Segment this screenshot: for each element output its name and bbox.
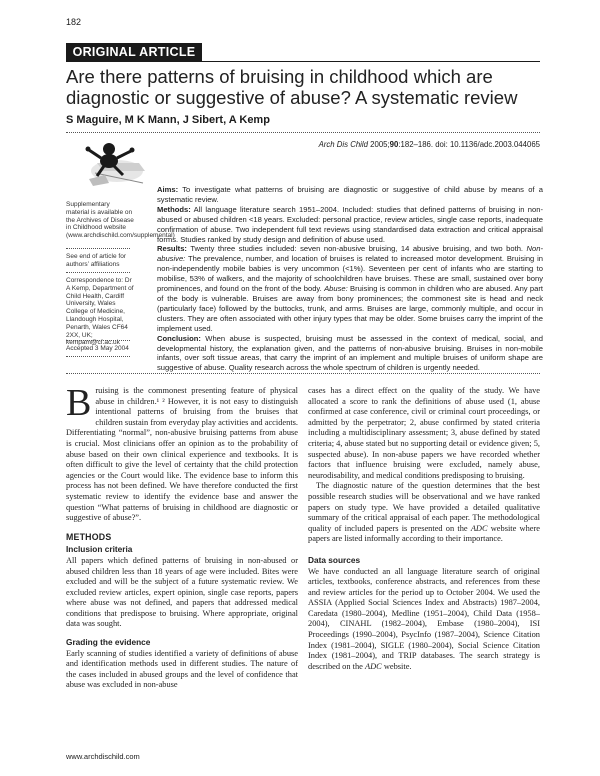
abstract <box>157 185 543 373</box>
intro-paragraph: Bruising is the commonest presenting feature of physical abuse in children.¹ ² However, it is not easy to distinguish intentional patterns of bruising from the bruises that children sustain from everyday play activities and accidents. Differentiating “normal”, non-abusive bruising patterns from abuse is crucial. Most clinicians offer an opinion as to the probability of abuse based on their own clinical experience and textbooks. It is often difficult to give the level of certainty that the child protection agencies or the Court would like. The evidence base to inform this process has not been defined. We have therefore conducted the first systematic review to identify the evidence base and answer the question “What patterns of bruising in childhood are diagnostic or suggestive of abuse?”. <box>66 382 298 523</box>
body-column-left <box>66 382 298 691</box>
abstract-conclusion: Conclusion: When abuse is suspected, bruising must be assessed in the context of medical, social, and developmental history, the explanation given, and the patterns of non-abusive bruising. Bruises in non-mobile infants, over soft tissue areas, that carry the imprint of an implement and multiple bruises of uniform shape are suggestive of abuse. Quality research across the whole spectrum of children is urgently needed. <box>157 333 543 373</box>
dotted-rule <box>66 132 540 133</box>
journal-reference <box>319 140 540 149</box>
grading-heading: Grading the evidence <box>66 637 151 648</box>
footer-url: www.archdischild.com <box>66 752 140 761</box>
body-column-right <box>308 386 540 672</box>
journal-name: Arch Dis Child <box>318 140 368 149</box>
affiliations-note: See end of article for authors’ affiliations <box>66 253 126 268</box>
inclusion-paragraph: All papers which defined patterns of bruising in non-abused or abused children less than 18 years of age were included. Bites were excluded and will be the subject of a future systematic review. We excluded review articles, expert opinion, single case reports, papers where abuse was not defined, and papers that addressed medical conditions that predispose to bruising. Where appropriate, original data was sought. <box>66 555 298 629</box>
abstract-label: Aims: <box>157 185 179 194</box>
methods-heading: METHODS <box>66 531 112 542</box>
authors: S Maguire, M K Mann, J Sibert, A Kemp <box>66 114 270 126</box>
sidebar-rule <box>66 248 130 249</box>
abstract-results: Results: Twenty three studies included: seven non-abusive bruising, 14 abusive bruising, and two both. Non-abusive: The prevalence, number, and location of bruises is related to increased motor development. Bruising in non-independently mobile babies is very uncommon (<1%). Seventeen per cent of infants who are starting to mobilise, 53% of walkers, and the majority of schoolchildren have bruises. These are small, sustained over bony prominences, and found on the front of the body. Abuse: Bruising is common in children who are abused. Any part of the body is vulnerable. Bruises are away from bony prominences; the commonest site is head and neck (particularly face) followed by the buttocks, trunk, and arms. Bruises are large, commonly multiple, and occur in clusters. They are often associated with other injury types that may be older. Some bruises carry the imprint of the implement used. <box>157 244 543 333</box>
sidebar-rule <box>66 356 130 357</box>
bruised-child-scales-logo-icon <box>75 139 151 187</box>
dotted-rule <box>66 373 540 374</box>
inclusion-heading: Inclusion criteria <box>66 544 133 555</box>
journal-pages-doi: :182–186. doi: 10.1136/adc.2003.044065 <box>398 140 540 149</box>
data-sources-heading: Data sources <box>308 554 361 565</box>
study-type-paragraph: The diagnostic nature of the question determines that the best possible research studies will be observational and we have ranked papers on study type. We have provided a detailed qualitative summary of the critical appraisal of each paper. The methodological quality of included papers is presented on the ADC website where papers are listed informally according to their importance. <box>308 481 541 544</box>
article-title: Are there patterns of bruising in childhood which are diagnostic or suggestive of abuse? A systematic review <box>66 66 518 108</box>
abstract-label: Conclusion: <box>157 333 201 343</box>
data-sources-paragraph: We have conducted an all language literature search of original articles, textbooks, conference abstracts, and references from these and review articles for the period up to October 2004. We used the ASSIA (Applied Social Sciences Index and Abstracts) 1987–2004, Caredata (1980–2004), Medline (1951–2004), Child Data (1958–2004), CINAHL (1982–2004), Embase (1980–2004), ISI Proceedings (1990–2004), PsycInfo (1987–2004), Science Citation Index (1981–2004), SIGLE (1980–2004), Social Science Citation Index (1981–2004), and TRIP databases. The search strategy is described on the ADC website. <box>308 566 540 671</box>
sidebar-rule <box>66 272 130 273</box>
page-number: 182 <box>66 17 82 27</box>
grading-paragraph: Early scanning of studies identified a variety of definitions of abuse and identification methods used in different studies. The nature of the cases included in abused groups and the level of confidence that abuse was excluded in non-abuse <box>66 648 298 690</box>
accepted-date: Accepted 3 May 2004 <box>66 345 129 352</box>
abstract-label: Methods: <box>157 204 191 214</box>
journal-volume: 90 <box>389 140 399 149</box>
abstract-methods: Methods: All language literature search 1951–2004. Included: studies that defined patterns of bruising in non-abused or abused children <18 years. Excluded: personal practice, review articles, single case reports, inadequate confirmation of abuse. Two independent full text reviews using standardised data extraction and critical appraisal forms. Studies ranked by study design and definition of abuse used. <box>157 204 543 244</box>
grading-continued-paragraph: cases has a direct effect on the quality of the study. We have allocated a score to rank the definitions of abuse used (1, abuse confirmed at case conference, civil or criminal court proceedings, or admitted by the perpetrator; 2, abuse confirmed by stated criteria including a multidisciplinary assessment; 3, abuse defined by stated criteria; 4, abuse stated but no supporting detail or evidence given; 5, suspected abuse). In non-abuse papers we have recorded whether factors that influence bruising were excluded, namely abuse, neurodisability, and medical conditions predisposing to bruising. <box>308 386 540 480</box>
section-badge: ORIGINAL ARTICLE <box>66 43 202 61</box>
abstract-label: Results: <box>157 244 187 254</box>
abstract-aims: Aims: To investigate what patterns of bruising are diagnostic or suggestive of child abuse by means of a systematic review. <box>157 185 543 204</box>
supplementary-note: Supplementary material is available on the Archives of Disease in Childhood website (www.archdischild.com/supplemental) <box>66 201 175 240</box>
correspondence: Correspondence to: Dr A Kemp, Department of Child Health, Cardiff University, Wales College of Medicine, Llandough Hospital, Penarth, Wales CF64 2XX, UK; kempam@cf.ac.uk <box>66 277 134 347</box>
header-rule <box>66 61 540 62</box>
drop-cap: B <box>66 382 92 424</box>
sidebar-rule <box>66 340 130 341</box>
journal-year: 2005; <box>367 140 390 149</box>
